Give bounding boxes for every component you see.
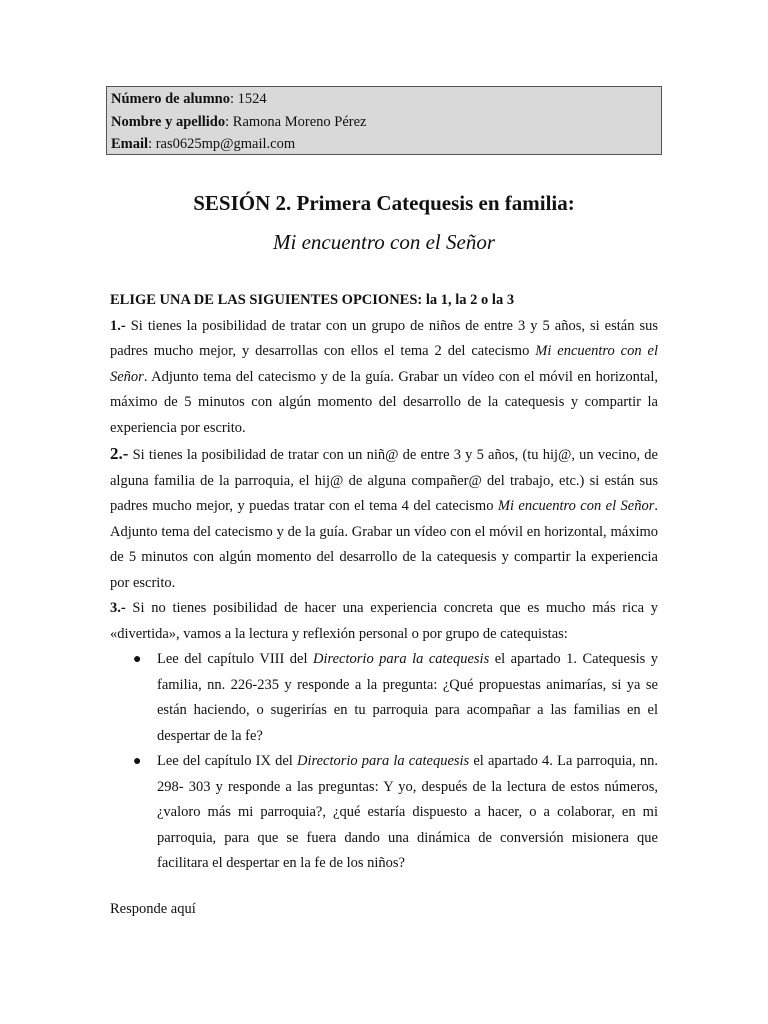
student-email-value: : ras0625mp@gmail.com	[148, 136, 296, 152]
page-title: SESIÓN 2. Primera Catequesis en familia:	[193, 191, 575, 215]
bullet-2-text-a: Lee del capítulo IX del	[157, 753, 297, 769]
option-3	[110, 596, 658, 647]
option-3-text: Si no tienes posibilidad de hacer una experiencia concreta que es mucho más rica y «divertida», vamos a la lectura y reflexión personal o por grupo de catequistas:	[110, 600, 658, 642]
student-email-line	[111, 133, 657, 156]
bullet-2-text-b: el apartado 4. La parroquia, nn. 298- 303 y responde a las preguntas: Y yo, después de la lectura de estos números, ¿valoro más mi parroquia?, ¿qué estaría dispuesto a hacer, o a colaborar, en mi parroquia, para que se fuera dando una dinámica de conversión misionera que facilitara el despertar en la fe de los niños?	[157, 753, 659, 871]
student-info-box	[106, 86, 662, 155]
option-1-book: Mi encuentro con el Señor	[110, 343, 658, 385]
option-1	[110, 314, 658, 442]
respond-here-label: Responde aquí	[110, 901, 196, 917]
option-2-book: Mi encuentro con el Señor	[497, 498, 655, 514]
student-name-label: Nombre y apellido	[111, 113, 226, 130]
bullet-1-book: Directorio para la catequesis	[313, 651, 490, 667]
instruction-heading: ELIGE UNA DE LAS SIGUIENTES OPCIONES: la 1, la 2 o la 3	[110, 292, 515, 308]
student-number-value: : 1524	[229, 91, 267, 107]
bullet-2-book: Directorio para la catequesis	[296, 753, 470, 769]
bullet-icon: ●	[133, 754, 142, 769]
page-subtitle: Mi encuentro con el Señor	[273, 230, 495, 254]
bullet-1-text-b: el apartado 1. Catequesis y familia, nn. 226-235 y responde a la pregunta: ¿Qué propuestas animarías, si ya se están haciendo, o sugerirías en tu parroquia para acompañar a las familias en el despertar de la fe?	[157, 651, 659, 744]
option-1-text-b: . Adjunto tema del catecismo y de la guía. Grabar un vídeo con el móvil en horizontal, máximo de 5 minutos con algún momento del desarrollo de la catequesis y compartir la experiencia por escrito.	[110, 368, 658, 436]
student-number-label: Número de alumno	[111, 91, 230, 107]
option-1-text-a: Si tienes la posibilidad de tratar con un grupo de niños de entre 3 y 5 años, si están sus padres mucho mejor, y desarrollas con ellos el tema 2 del catecismo	[110, 317, 658, 359]
bullet-1-text-a: Lee del capítulo VIII del	[157, 651, 314, 667]
option-1-number: 1.-	[110, 317, 126, 334]
student-number-line	[111, 88, 657, 111]
bullet-icon: ●	[133, 652, 142, 667]
student-email-label: Email	[111, 136, 149, 152]
option-2-number: 2.-	[110, 444, 129, 463]
option-3-bullet-list	[110, 647, 658, 877]
option-2-text-b: . Adjunto tema del catecismo y de la guía. Grabar un vídeo con el móvil en horizontal, máximo de 5 minutos con algún momento del desarrollo de la catequesis y compartir la experiencia por escrito.	[110, 498, 658, 591]
option-3-number: 3.-	[110, 600, 126, 616]
student-name-value: : Ramona Moreno Pérez	[225, 113, 367, 130]
option-2	[110, 441, 658, 596]
list-item	[133, 749, 659, 877]
list-item	[133, 647, 659, 749]
option-2-text-a: Si tienes la posibilidad de tratar con un niñ@ de entre 3 y 5 años, (tu hij@, un vecino, de alguna familia de la parroquia, el hij@ de alguna compañer@ del trabajo, etc.) si están sus padres mucho mejor, y puedas tratar con el tema 4 del catecismo	[110, 447, 658, 514]
student-name-line	[111, 111, 657, 134]
document-body	[110, 288, 658, 877]
